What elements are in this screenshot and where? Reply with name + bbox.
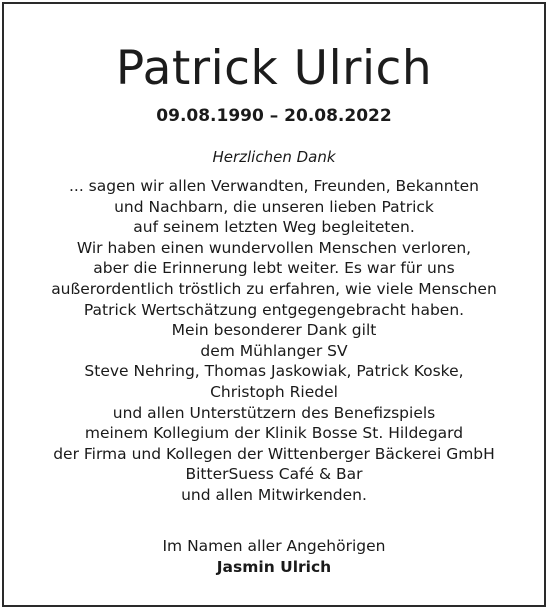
message-line: und allen Mitwirkenden. [181,485,367,504]
message-line: Patrick Wertschätzung entgegengebracht haben. [83,300,465,319]
thanks-message [4,176,544,506]
message-line: Steve Nehring, Thomas Jaskowiak, Patrick Koske, [84,362,464,381]
life-dates: 09.08.1990 – 20.08.2022 [156,106,392,126]
closing-line: Im Namen aller Angehörigen [162,537,386,555]
message-line: ... sagen wir allen Verwandten, Freunden, Bekannten [68,177,480,195]
message-line: und allen Unterstützern des Benefizspiels [112,403,436,422]
message-line: auf seinem letzten Weg begleiteten. [133,218,415,237]
thanks-heading: Herzlichen Dank [212,148,336,166]
message-line: Christoph Riedel [210,382,338,401]
message-line: und Nachbarn, die unseren lieben Patrick [114,197,434,216]
message-line: außerordentlich tröstlich zu erfahren, wie viele Menschen [51,279,497,298]
message-line: Mein besonderer Dank gilt [171,321,377,340]
message-line: meinem Kollegium der Klinik Bosse St. Hildegard [84,424,464,443]
deceased-name: Patrick Ulrich [115,41,433,96]
message-line: dem Mühlanger SV [200,341,348,360]
message-line: der Firma und Kollegen der Wittenberger Bäckerei GmbH [53,444,495,463]
message-line: BitterSuess Café & Bar [185,465,363,484]
obituary-notice [2,2,546,607]
signature-name: Jasmin Ulrich [216,558,332,576]
message-line: aber die Erinnerung lebt weiter. Es war für uns [93,259,455,278]
message-line: Wir haben einen wundervollen Menschen verloren, [76,238,472,257]
